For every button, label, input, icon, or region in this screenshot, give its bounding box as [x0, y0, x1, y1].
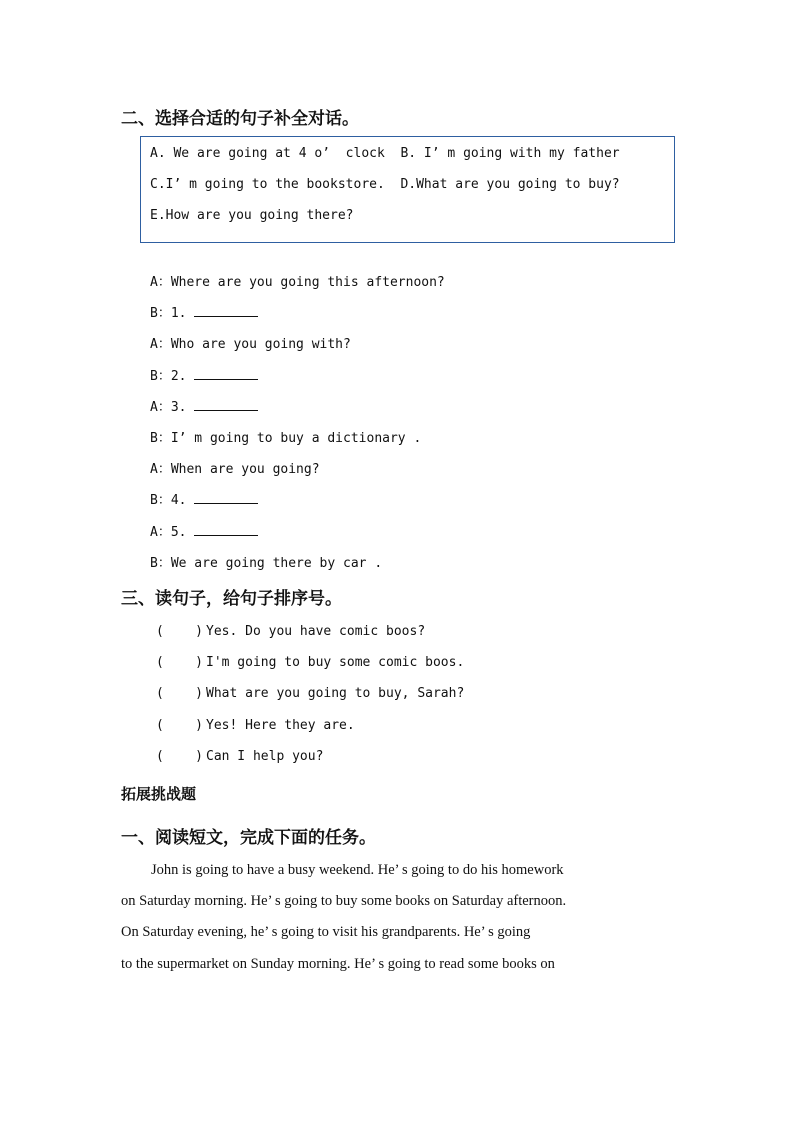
- dialogue-text: A：When are you going?: [150, 462, 320, 478]
- paragraph-line: on Saturday morning. He’ s going to buy some books on Saturday afternoon.: [121, 893, 567, 910]
- paragraph-line: to the supermarket on Sunday morning. He’ s going to read some books on: [121, 955, 555, 972]
- ordering-item: [156, 655, 464, 670]
- order-number-blank[interactable]: ( ): [156, 624, 203, 639]
- ordering-sentence: Yes. Do you have comic boos?: [206, 624, 426, 639]
- dialogue-text: A：5.: [150, 524, 187, 540]
- dialogue-line: [150, 489, 258, 508]
- order-number-blank[interactable]: ( ): [156, 686, 203, 702]
- dialogue-text: B：4.: [150, 493, 187, 509]
- dialogue-line: [150, 365, 258, 384]
- ordering-sentence: Yes! Here they are.: [206, 717, 355, 733]
- dialogue-line: [150, 302, 258, 321]
- reading-heading: 一、阅读短文，完成下面的任务。: [121, 828, 376, 848]
- dialogue-text: B：1.: [150, 306, 187, 322]
- answer-blank[interactable]: [194, 523, 258, 536]
- dialogue-line: [150, 552, 382, 571]
- order-number-blank[interactable]: ( ): [156, 748, 203, 764]
- dialogue-text: B：2.: [150, 368, 187, 384]
- ordering-item: [156, 718, 355, 733]
- option-line-3: E.How are you going there?: [150, 208, 354, 223]
- order-number-blank[interactable]: ( ): [156, 717, 203, 733]
- answer-blank[interactable]: [194, 398, 258, 411]
- paragraph-line: John is going to have a busy weekend. He’ s going to do his homework: [151, 862, 564, 878]
- dialogue-text: A：Who are you going with?: [150, 337, 351, 353]
- ordering-sentence: I'm going to buy some comic boos.: [206, 655, 465, 671]
- answer-blank[interactable]: [194, 491, 258, 504]
- dialogue-line: [150, 396, 258, 415]
- ordering-item: [156, 686, 464, 701]
- dialogue-text: B：We are going there by car .: [150, 555, 383, 571]
- dialogue-text: B：I’ m going to buy a dictionary .: [150, 431, 422, 446]
- order-number-blank[interactable]: ( ): [156, 655, 203, 671]
- dialogue-line: [150, 427, 421, 446]
- section-2-heading: 二、选择合适的句子补全对话。: [121, 109, 359, 129]
- dialogue-line: [150, 333, 351, 352]
- ordering-item: [156, 749, 323, 764]
- answer-blank[interactable]: [194, 367, 258, 380]
- extension-title: 拓展挑战题: [121, 785, 197, 803]
- ordering-sentence: Can I help you?: [206, 748, 324, 764]
- dialogue-line: [150, 521, 258, 540]
- dialogue-line: [150, 271, 445, 290]
- ordering-sentence: What are you going to buy, Sarah?: [206, 686, 465, 702]
- dialogue-line: [150, 458, 320, 477]
- section-3-heading: 三、读句子，给句子排序号。: [121, 589, 342, 609]
- paragraph-line: On Saturday evening, he’ s going to visit his grandparents. He’ s going: [121, 924, 531, 941]
- option-line-1: A. We are going at 4 o’ clock B. I’ m going with my father: [150, 146, 620, 161]
- ordering-item: [156, 624, 425, 639]
- option-line-2: C.I’ m going to the bookstore. D.What are you going to buy?: [150, 177, 620, 192]
- dialogue-text: A：3.: [150, 399, 187, 415]
- answer-blank[interactable]: [194, 304, 258, 317]
- dialogue-text: A：Where are you going this afternoon?: [150, 275, 445, 290]
